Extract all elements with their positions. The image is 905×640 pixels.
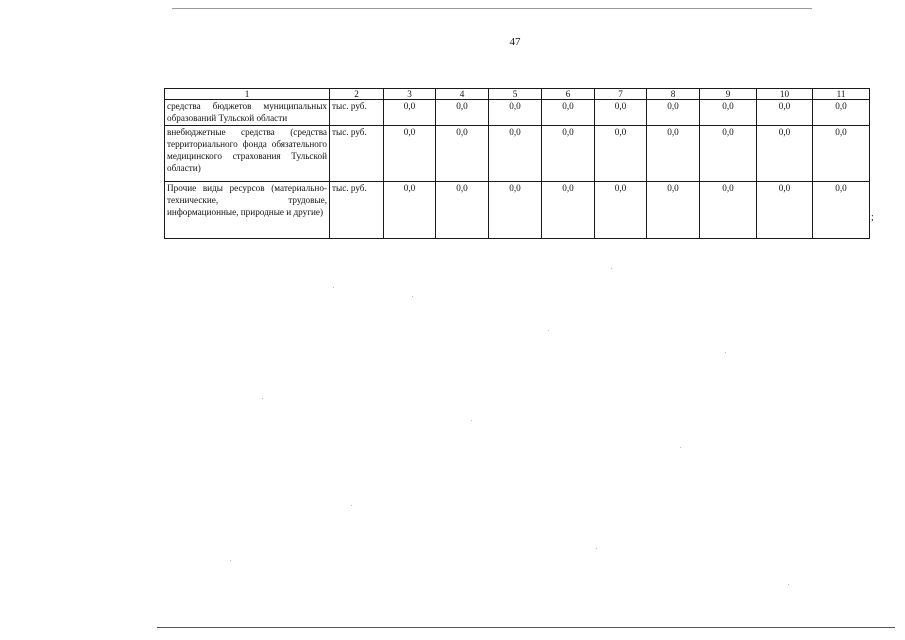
value-cell: 0,0 (813, 126, 870, 182)
bottom-rule (157, 627, 895, 628)
value-cell: 0,0 (436, 126, 489, 182)
scan-speck (725, 352, 726, 353)
value-cell: 0,0 (489, 182, 542, 239)
value-cell: 0,0 (542, 126, 595, 182)
value-cell: 0,0 (595, 126, 647, 182)
value-cell: 0,0 (813, 100, 870, 126)
scan-speck (548, 330, 549, 331)
column-header: 7 (595, 89, 647, 100)
column-header: 5 (489, 89, 542, 100)
column-header: 9 (700, 89, 757, 100)
scan-speck (351, 505, 352, 506)
row-unit: тыс. руб. (330, 100, 384, 126)
value-cell: 0,0 (700, 126, 757, 182)
scan-speck (788, 584, 789, 585)
column-header: 2 (330, 89, 384, 100)
table-row (165, 126, 870, 182)
value-cell: 0,0 (757, 100, 813, 126)
scan-speck (611, 268, 612, 269)
value-cell: 0,0 (647, 100, 700, 126)
table-header-row (165, 89, 870, 100)
value-cell: 0,0 (542, 182, 595, 239)
value-cell: 0,0 (647, 182, 700, 239)
column-header: 1 (165, 89, 330, 100)
value-cell: 0,0 (436, 100, 489, 126)
value-cell: 0,0 (757, 126, 813, 182)
scan-speck (262, 398, 263, 399)
value-cell: 0,0 (384, 100, 436, 126)
scan-speck (333, 287, 334, 288)
column-header: 4 (436, 89, 489, 100)
scan-speck (680, 447, 681, 448)
row-unit: тыс. руб. (330, 126, 384, 182)
scan-speck (412, 296, 413, 297)
table-row (165, 100, 870, 126)
column-header: 11 (813, 89, 870, 100)
row-label: средства бюджетов муниципальных образований Тульской области (165, 100, 330, 126)
scan-speck (230, 560, 231, 561)
value-cell: 0,0 (647, 126, 700, 182)
value-cell: 0,0 (595, 182, 647, 239)
row-label: внебюджетные средства (средства территориального фонда обязательного медицинского страхования Тульской области) (165, 126, 330, 182)
trailing-semicolon: ; (871, 212, 874, 223)
scan-speck (596, 548, 597, 549)
table-row (165, 182, 870, 239)
value-cell: 0,0 (757, 182, 813, 239)
value-cell: 0,0 (489, 100, 542, 126)
row-label: Прочие виды ресурсов (материально-технические, трудовые, информационные, природные и другие) (165, 182, 330, 239)
funding-table (164, 88, 870, 239)
scan-speck (471, 420, 472, 421)
value-cell: 0,0 (542, 100, 595, 126)
value-cell: 0,0 (384, 182, 436, 239)
row-unit: тыс. руб. (330, 182, 384, 239)
value-cell: 0,0 (489, 126, 542, 182)
column-header: 6 (542, 89, 595, 100)
value-cell: 0,0 (384, 126, 436, 182)
value-cell: 0,0 (700, 100, 757, 126)
column-header: 8 (647, 89, 700, 100)
top-rule (172, 8, 812, 9)
value-cell: 0,0 (436, 182, 489, 239)
value-cell: 0,0 (595, 100, 647, 126)
column-header: 10 (757, 89, 813, 100)
page-number: 47 (509, 36, 521, 48)
value-cell: 0,0 (813, 182, 870, 239)
column-header: 3 (384, 89, 436, 100)
value-cell: 0,0 (700, 182, 757, 239)
